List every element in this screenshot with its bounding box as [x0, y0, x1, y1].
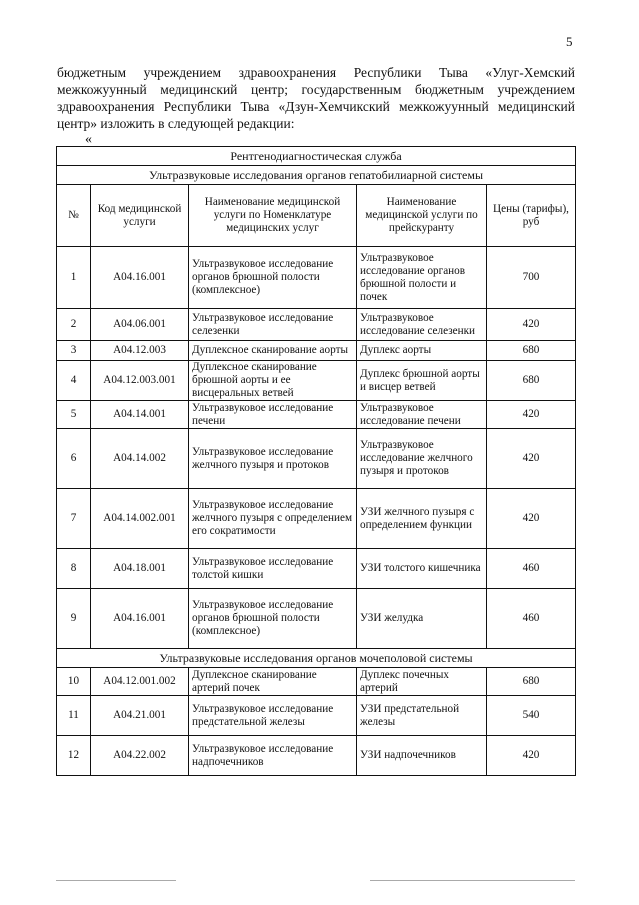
service-price: 420 [487, 309, 576, 341]
service-code: А04.12.001.002 [91, 668, 189, 696]
table-row [57, 341, 576, 361]
header-price: Цены (тарифы), руб [487, 185, 576, 247]
table-row [57, 429, 576, 489]
service-name-price-list: Дуплекс почечных артерий [357, 668, 487, 696]
section-header-hepatobiliary: Ультразвуковые исследования органов гепатобилиарной системы [57, 166, 576, 185]
service-name-nomenclature: Ультразвуковое исследование органов брюшной полости (комплексное) [189, 589, 357, 649]
opening-quote: « [85, 132, 92, 147]
header-num: № [57, 185, 91, 247]
table-row [57, 589, 576, 649]
service-code: А04.16.001 [91, 589, 189, 649]
intro-paragraph: бюджетным учреждением здравоохранения Республики Тыва «Улуг-Хемский межкожуунный медицинский центр; государственным бюджетным учреждением здравоохранения Республики Тыва «Дзун-Хемчикский межкожуунный медицинский центр» изложить в следующей редакции: [57, 65, 575, 131]
row-number: 2 [57, 309, 91, 341]
service-code: А04.12.003.001 [91, 361, 189, 401]
service-name-price-list: УЗИ надпочечников [357, 736, 487, 776]
service-code: А04.14.002 [91, 429, 189, 489]
service-name-nomenclature: Ультразвуковое исследование желчного пузыря и протоков [189, 429, 357, 489]
table-row [57, 549, 576, 589]
service-code: А04.22.002 [91, 736, 189, 776]
header-name-nomenclature: Наименование медицинской услуги по Номенклатуре медицинских услуг [189, 185, 357, 247]
service-code: А04.14.001 [91, 401, 189, 429]
table-row [57, 361, 576, 401]
service-name-nomenclature: Ультразвуковое исследование предстательной железы [189, 696, 357, 736]
service-name-nomenclature: Ультразвуковое исследование печени [189, 401, 357, 429]
service-price: 420 [487, 429, 576, 489]
table-row [57, 736, 576, 776]
service-name-price-list: Ультразвуковое исследование органов брюшной полости и почек [357, 247, 487, 309]
service-price: 460 [487, 589, 576, 649]
table-row [57, 696, 576, 736]
row-number: 11 [57, 696, 91, 736]
service-code: А04.16.001 [91, 247, 189, 309]
service-code: А04.21.001 [91, 696, 189, 736]
header-code: Код медицинской услуги [91, 185, 189, 247]
row-number: 4 [57, 361, 91, 401]
service-name-price-list: УЗИ желчного пузыря с определением функции [357, 489, 487, 549]
service-name-nomenclature: Ультразвуковое исследование органов брюшной полости (комплексное) [189, 247, 357, 309]
price-table [56, 146, 576, 776]
service-name-nomenclature: Ультразвуковое исследование толстой кишки [189, 549, 357, 589]
table-row [57, 309, 576, 341]
service-price: 540 [487, 696, 576, 736]
row-number: 8 [57, 549, 91, 589]
service-code: А04.14.002.001 [91, 489, 189, 549]
service-name-price-list: Дуплекс брюшной аорты и висцер ветвей [357, 361, 487, 401]
page-number: 5 [566, 34, 573, 49]
service-name-nomenclature: Дуплексное сканирование брюшной аорты и ее висцеральных ветвей [189, 361, 357, 401]
service-price: 700 [487, 247, 576, 309]
table-row [57, 247, 576, 309]
service-name-price-list: Ультразвуковое исследование печени [357, 401, 487, 429]
row-number: 10 [57, 668, 91, 696]
service-name-price-list: Дуплекс аорты [357, 341, 487, 361]
footer-rule-left [56, 880, 176, 881]
table-row [57, 401, 576, 429]
row-number: 9 [57, 589, 91, 649]
service-price: 420 [487, 736, 576, 776]
section-header-urogenital: Ультразвуковые исследования органов мочеполовой системы [57, 649, 576, 668]
row-number: 5 [57, 401, 91, 429]
row-number: 3 [57, 341, 91, 361]
service-name-price-list: УЗИ желудка [357, 589, 487, 649]
service-name-price-list: Ультразвуковое исследование селезенки [357, 309, 487, 341]
service-price: 460 [487, 549, 576, 589]
service-name-price-list: Ультразвуковое исследование желчного пузыря и протоков [357, 429, 487, 489]
row-number: 6 [57, 429, 91, 489]
row-number: 7 [57, 489, 91, 549]
service-name-nomenclature: Ультразвуковое исследование желчного пузыря с определением его сократимости [189, 489, 357, 549]
table-row [57, 668, 576, 696]
service-name-price-list: УЗИ предстательной железы [357, 696, 487, 736]
table-row [57, 489, 576, 549]
service-code: А04.06.001 [91, 309, 189, 341]
service-name-nomenclature: Дуплексное сканирование артерий почек [189, 668, 357, 696]
service-price: 680 [487, 341, 576, 361]
footer-rule-right [370, 880, 575, 881]
service-price: 680 [487, 361, 576, 401]
service-name-nomenclature: Ультразвуковое исследование надпочечников [189, 736, 357, 776]
row-number: 12 [57, 736, 91, 776]
service-code: А04.18.001 [91, 549, 189, 589]
service-name-nomenclature: Ультразвуковое исследование селезенки [189, 309, 357, 341]
service-price: 680 [487, 668, 576, 696]
service-name-nomenclature: Дуплексное сканирование аорты [189, 341, 357, 361]
header-name-price-list: Наименование медицинской услуги по прейскуранту [357, 185, 487, 247]
service-code: А04.12.003 [91, 341, 189, 361]
row-number: 1 [57, 247, 91, 309]
service-price: 420 [487, 401, 576, 429]
service-name-price-list: УЗИ толстого кишечника [357, 549, 487, 589]
service-price: 420 [487, 489, 576, 549]
table-title: Рентгенодиагностическая служба [57, 147, 576, 166]
